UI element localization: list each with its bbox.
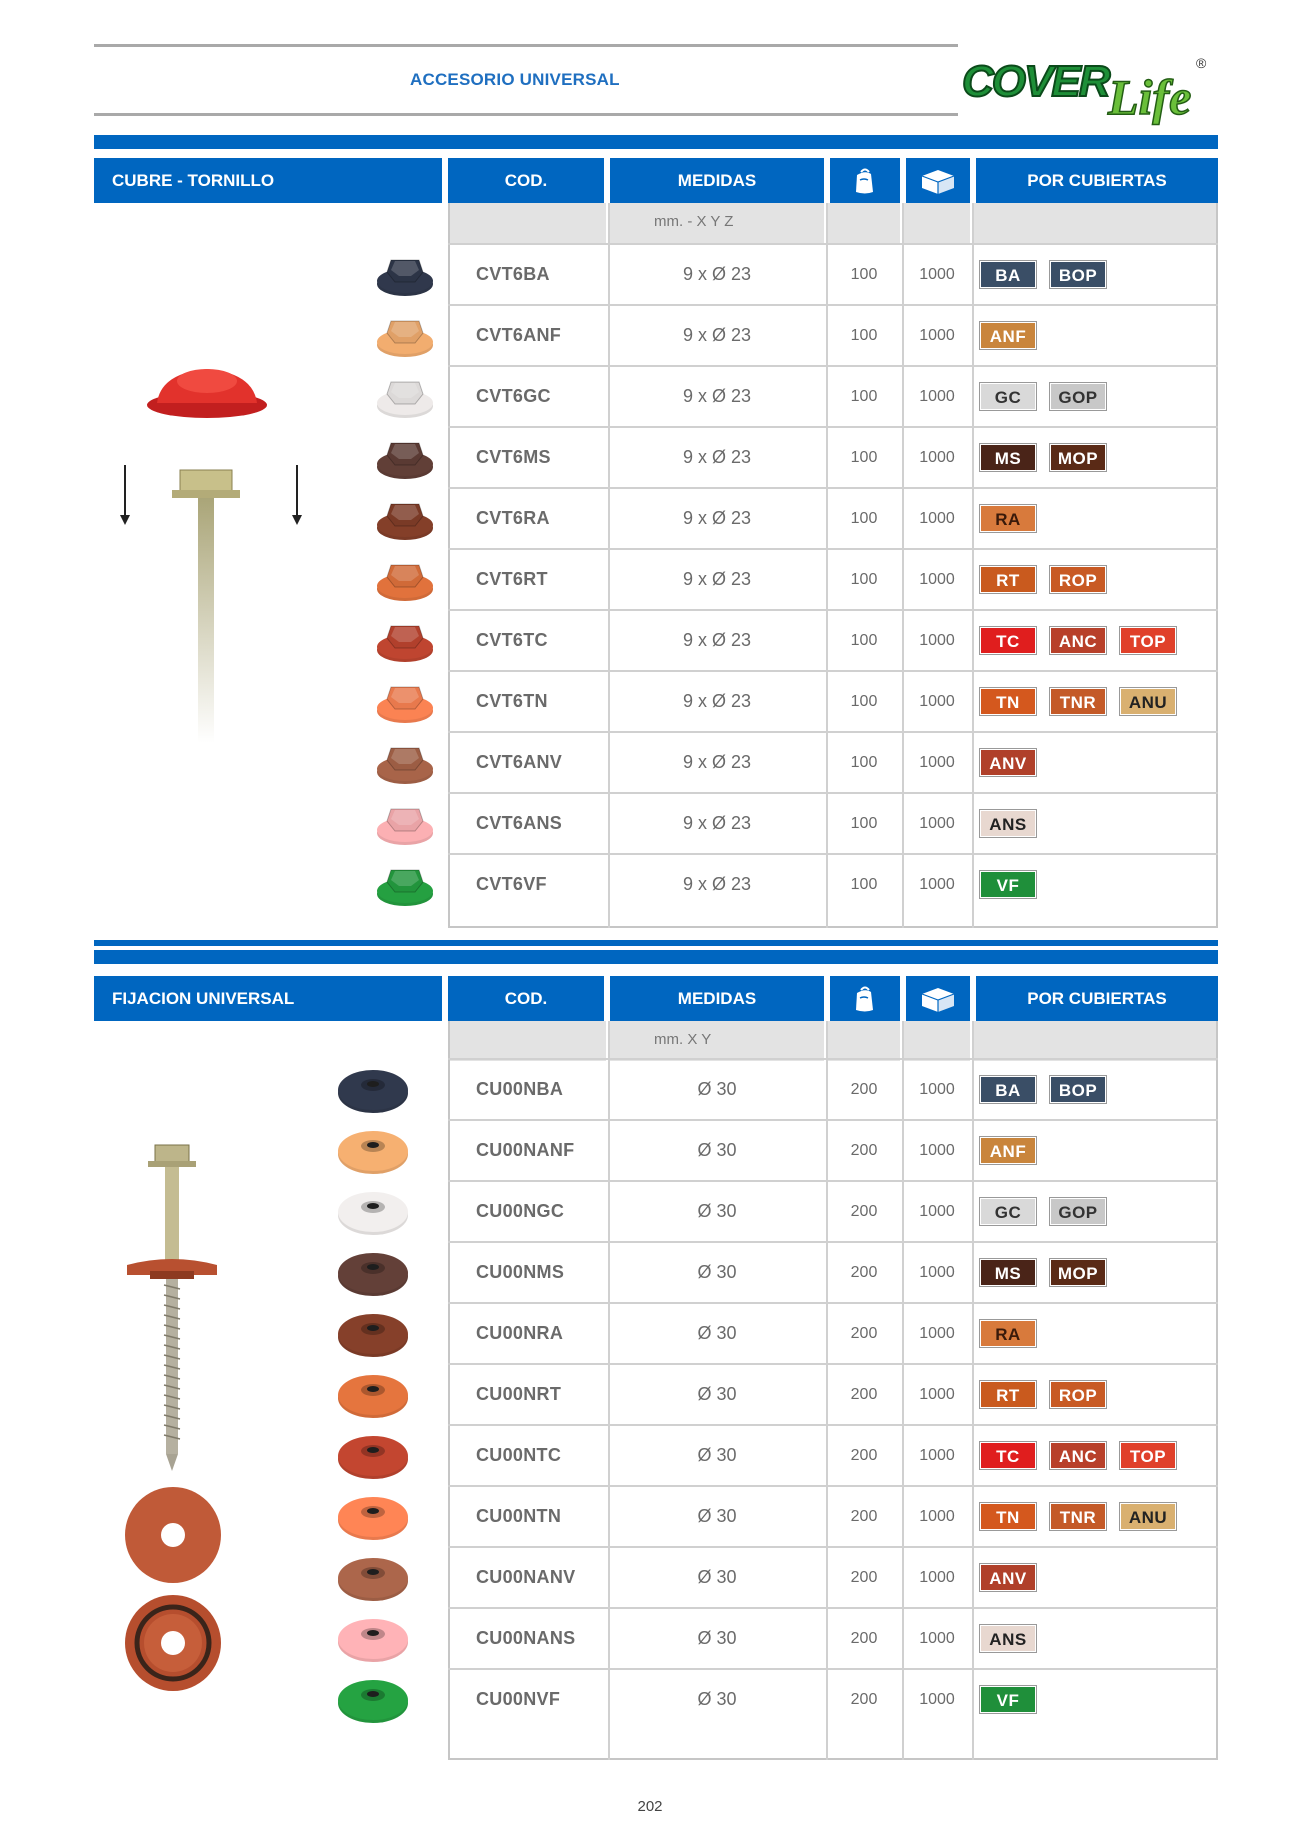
color-washer-swatch <box>336 1612 410 1664</box>
bag-quantity: 200 <box>850 1385 878 1403</box>
roof-tag: TNR <box>1050 688 1106 715</box>
section2-second-bar <box>94 950 1218 964</box>
box-quantity: 1000 <box>919 265 955 283</box>
box-quantity: 1000 <box>919 1324 955 1342</box>
roof-tag: GOP <box>1050 383 1106 410</box>
color-cap-swatch <box>375 252 435 298</box>
box-quantity: 1000 <box>919 1568 955 1586</box>
product-code: CU00NANF <box>476 1140 575 1160</box>
product-measure: Ø 30 <box>697 1140 737 1160</box>
table-row <box>448 365 1218 426</box>
roof-tags <box>980 1182 1106 1241</box>
medidas-header: MEDIDAS <box>610 976 824 1021</box>
bag-quantity: 200 <box>850 1080 878 1098</box>
bag-quantity: 200 <box>850 1629 878 1647</box>
measure-axes-label: mm. - X Y Z <box>654 213 734 230</box>
section2-top-bar <box>94 940 1218 946</box>
product-code: CVT6MS <box>476 447 551 467</box>
roof-tag: TOP <box>1120 627 1176 654</box>
cod-header: COD. <box>448 158 604 203</box>
color-cap-swatch <box>375 374 435 420</box>
roof-tag: TN <box>980 688 1036 715</box>
product-code: CVT6GC <box>476 386 551 406</box>
box-quantity: 1000 <box>919 814 955 832</box>
roof-tags <box>980 1365 1106 1424</box>
box-quantity: 1000 <box>919 1202 955 1220</box>
roof-tag: GC <box>980 383 1036 410</box>
cod-header: COD. <box>448 976 604 1021</box>
box-quantity: 1000 <box>919 1629 955 1647</box>
product-code: CU00NANS <box>476 1628 576 1648</box>
svg-text:Life: Life <box>1108 69 1192 125</box>
table-row <box>448 853 1218 914</box>
product-measure: Ø 30 <box>697 1384 737 1404</box>
box-quantity: 1000 <box>919 1690 955 1708</box>
roof-tags <box>980 367 1106 426</box>
box-quantity: 1000 <box>919 326 955 344</box>
box-quantity: 1000 <box>919 1141 955 1159</box>
table-row <box>448 1424 1218 1485</box>
coverlife-logo <box>958 46 1218 126</box>
section1-label: CUBRE - TORNILLO <box>94 158 442 203</box>
product-measure: Ø 30 <box>697 1689 737 1709</box>
roof-tags <box>980 794 1036 853</box>
roof-tags <box>980 428 1106 487</box>
header-top-rule <box>94 44 958 47</box>
bag-quantity: 200 <box>850 1690 878 1708</box>
product-measure: Ø 30 <box>697 1262 737 1282</box>
box-quantity: 1000 <box>919 570 955 588</box>
roof-tags <box>980 550 1106 609</box>
box-quantity: 1000 <box>919 509 955 527</box>
roof-tag: ANF <box>980 1137 1036 1164</box>
product-measure: 9 x Ø 23 <box>682 813 752 833</box>
box-quantity: 1000 <box>919 1385 955 1403</box>
fijacion-universal-product-image <box>115 1135 315 1700</box>
product-measure: Ø 30 <box>697 1079 737 1099</box>
table-row <box>448 548 1218 609</box>
roof-tag: TOP <box>1120 1442 1176 1469</box>
color-washer-swatch <box>336 1246 410 1298</box>
roof-tags <box>980 1670 1036 1729</box>
product-measure: Ø 30 <box>697 1506 737 1526</box>
product-measure: 9 x Ø 23 <box>682 630 752 650</box>
roof-tag: RA <box>980 1320 1036 1347</box>
table-row <box>448 487 1218 548</box>
color-cap-swatch <box>375 862 435 908</box>
roof-tag: ROP <box>1050 566 1106 593</box>
bag-quantity: 100 <box>850 814 878 832</box>
color-washer-swatch <box>336 1673 410 1725</box>
color-washer-swatch <box>336 1124 410 1176</box>
bag-quantity: 200 <box>850 1568 878 1586</box>
product-code: CVT6TN <box>476 691 548 711</box>
por-cubiertas-header: POR CUBIERTAS <box>976 158 1218 203</box>
measure-axes-label: mm. X Y <box>654 1031 712 1048</box>
box-quantity: 1000 <box>919 387 955 405</box>
bag-quantity: 100 <box>850 448 878 466</box>
box-quantity: 1000 <box>919 1263 955 1281</box>
product-code: CU00NBA <box>476 1079 564 1099</box>
roof-tags <box>980 611 1176 670</box>
roof-tag: BOP <box>1050 261 1106 288</box>
roof-tag: ANC <box>1050 627 1106 654</box>
bag-quantity: 100 <box>850 875 878 893</box>
product-code: CU00NRA <box>476 1323 564 1343</box>
product-code: CVT6RA <box>476 508 550 528</box>
table-row <box>448 1302 1218 1363</box>
color-washer-swatch <box>336 1185 410 1237</box>
table-row <box>448 792 1218 853</box>
product-measure: 9 x Ø 23 <box>682 325 752 345</box>
roof-tag: MOP <box>1050 444 1106 471</box>
roof-tag: BA <box>980 261 1036 288</box>
product-measure: 9 x Ø 23 <box>682 508 752 528</box>
roof-tags <box>980 672 1176 731</box>
product-measure: Ø 30 <box>697 1201 737 1221</box>
roof-tag: ANV <box>980 749 1036 776</box>
product-code: CVT6ANF <box>476 325 562 345</box>
por-cubiertas-header: POR CUBIERTAS <box>976 976 1218 1021</box>
product-measure: 9 x Ø 23 <box>682 386 752 406</box>
product-measure: Ø 30 <box>697 1628 737 1648</box>
bag-quantity: 200 <box>850 1507 878 1525</box>
bag-quantity: 200 <box>850 1263 878 1281</box>
box-quantity: 1000 <box>919 631 955 649</box>
table-row <box>448 1546 1218 1607</box>
roof-tags <box>980 1243 1106 1302</box>
product-code: CU00NGC <box>476 1201 565 1221</box>
product-measure: 9 x Ø 23 <box>682 752 752 772</box>
roof-tag: GC <box>980 1198 1036 1225</box>
roof-tag: MS <box>980 1259 1036 1286</box>
roof-tags <box>980 245 1106 304</box>
bag-quantity: 100 <box>850 631 878 649</box>
roof-tag: GOP <box>1050 1198 1106 1225</box>
product-measure: 9 x Ø 23 <box>682 874 752 894</box>
roof-tags <box>980 1121 1036 1180</box>
table-row <box>448 609 1218 670</box>
product-measure: 9 x Ø 23 <box>682 264 752 284</box>
page-number: 202 <box>637 1798 663 1815</box>
roof-tags <box>980 489 1036 548</box>
product-code: CU00NMS <box>476 1262 565 1282</box>
box-quantity: 1000 <box>919 875 955 893</box>
roof-tag: ROP <box>1050 1381 1106 1408</box>
bag-quantity: 100 <box>850 387 878 405</box>
roof-tags <box>980 1060 1106 1119</box>
bag-quantity: 200 <box>850 1202 878 1220</box>
roof-tag: TNR <box>1050 1503 1106 1530</box>
svg-text:®: ® <box>1196 55 1207 71</box>
roof-tag: RT <box>980 566 1036 593</box>
color-cap-swatch <box>375 740 435 786</box>
roof-tags <box>980 1609 1036 1668</box>
color-cap-swatch <box>375 557 435 603</box>
color-cap-swatch <box>375 801 435 847</box>
roof-tag: ANU <box>1120 688 1176 715</box>
roof-tag: ANS <box>980 810 1036 837</box>
table-row <box>448 1607 1218 1668</box>
product-measure: 9 x Ø 23 <box>682 691 752 711</box>
product-code: CU00NTC <box>476 1445 562 1465</box>
table-row <box>448 1241 1218 1302</box>
roof-tags <box>980 855 1036 914</box>
color-cap-swatch <box>375 435 435 481</box>
bag-quantity: 100 <box>850 265 878 283</box>
table-row <box>448 1668 1218 1729</box>
product-code: CVT6VF <box>476 874 547 894</box>
table-row <box>448 426 1218 487</box>
color-cap-swatch <box>375 496 435 542</box>
product-code: CVT6ANS <box>476 813 563 833</box>
table-row <box>448 670 1218 731</box>
box-quantity: 1000 <box>919 753 955 771</box>
color-cap-swatch <box>375 679 435 725</box>
bag-quantity: 200 <box>850 1141 878 1159</box>
section1-top-bar <box>94 135 1218 149</box>
section2-label: FIJACION UNIVERSAL <box>94 976 442 1021</box>
product-measure: Ø 30 <box>697 1323 737 1343</box>
roof-tag: VF <box>980 1686 1036 1713</box>
color-washer-swatch <box>336 1429 410 1481</box>
roof-tag: TC <box>980 1442 1036 1469</box>
product-code: CVT6ANV <box>476 752 563 772</box>
box-icon <box>906 976 970 1021</box>
product-code: CVT6TC <box>476 630 548 650</box>
section2-table-header <box>448 976 1218 1021</box>
svg-text:COVER: COVER <box>962 57 1109 106</box>
bag-quantity: 100 <box>850 753 878 771</box>
roof-tags <box>980 1487 1176 1546</box>
color-washer-swatch <box>336 1368 410 1420</box>
bag-quantity: 100 <box>850 692 878 710</box>
roof-tag: RT <box>980 1381 1036 1408</box>
bag-quantity: 200 <box>850 1446 878 1464</box>
section1-table-header <box>448 158 1218 203</box>
table-row <box>448 304 1218 365</box>
box-quantity: 1000 <box>919 1446 955 1464</box>
roof-tag: ANV <box>980 1564 1036 1591</box>
product-code: CU00NTN <box>476 1506 562 1526</box>
roof-tag: TN <box>980 1503 1036 1530</box>
roof-tag: MS <box>980 444 1036 471</box>
roof-tag: VF <box>980 871 1036 898</box>
bag-icon <box>830 976 900 1021</box>
roof-tag: ANF <box>980 322 1036 349</box>
roof-tag: ANU <box>1120 1503 1176 1530</box>
table-row <box>448 1485 1218 1546</box>
product-code: CVT6BA <box>476 264 550 284</box>
roof-tag: ANC <box>1050 1442 1106 1469</box>
header-bottom-rule <box>94 113 958 116</box>
table-row <box>448 243 1218 304</box>
roof-tag: RA <box>980 505 1036 532</box>
roof-tags <box>980 1548 1036 1607</box>
bag-quantity: 100 <box>850 326 878 344</box>
roof-tag: MOP <box>1050 1259 1106 1286</box>
roof-tag: ANS <box>980 1625 1036 1652</box>
product-code: CU00NANV <box>476 1567 576 1587</box>
bag-quantity: 100 <box>850 509 878 527</box>
product-code: CU00NRT <box>476 1384 562 1404</box>
table-row <box>448 1119 1218 1180</box>
roof-tags <box>980 733 1036 792</box>
product-code: CVT6RT <box>476 569 548 589</box>
bag-icon <box>830 158 900 203</box>
color-washer-swatch <box>336 1551 410 1603</box>
product-measure: 9 x Ø 23 <box>682 447 752 467</box>
product-measure: Ø 30 <box>697 1445 737 1465</box>
box-quantity: 1000 <box>919 448 955 466</box>
roof-tag: BOP <box>1050 1076 1106 1103</box>
product-code: CU00NVF <box>476 1689 561 1709</box>
roof-tags <box>980 1426 1176 1485</box>
color-washer-swatch <box>336 1307 410 1359</box>
color-cap-swatch <box>375 313 435 359</box>
roof-tags <box>980 1304 1036 1363</box>
table-row <box>448 1058 1218 1119</box>
bag-quantity: 200 <box>850 1324 878 1342</box>
color-washer-swatch <box>336 1490 410 1542</box>
roof-tag: BA <box>980 1076 1036 1103</box>
box-quantity: 1000 <box>919 1080 955 1098</box>
box-icon <box>906 158 970 203</box>
bag-quantity: 100 <box>850 570 878 588</box>
color-washer-swatch <box>336 1063 410 1115</box>
product-measure: 9 x Ø 23 <box>682 569 752 589</box>
product-measure: Ø 30 <box>697 1567 737 1587</box>
medidas-header: MEDIDAS <box>610 158 824 203</box>
roof-tag: TC <box>980 627 1036 654</box>
box-quantity: 1000 <box>919 692 955 710</box>
header-title: ACCESORIO UNIVERSAL <box>410 70 620 89</box>
table-row <box>448 1363 1218 1424</box>
table-row <box>448 731 1218 792</box>
color-cap-swatch <box>375 618 435 664</box>
table-row <box>448 1180 1218 1241</box>
cubre-tornillo-product-image <box>115 345 315 755</box>
roof-tags <box>980 306 1036 365</box>
box-quantity: 1000 <box>919 1507 955 1525</box>
